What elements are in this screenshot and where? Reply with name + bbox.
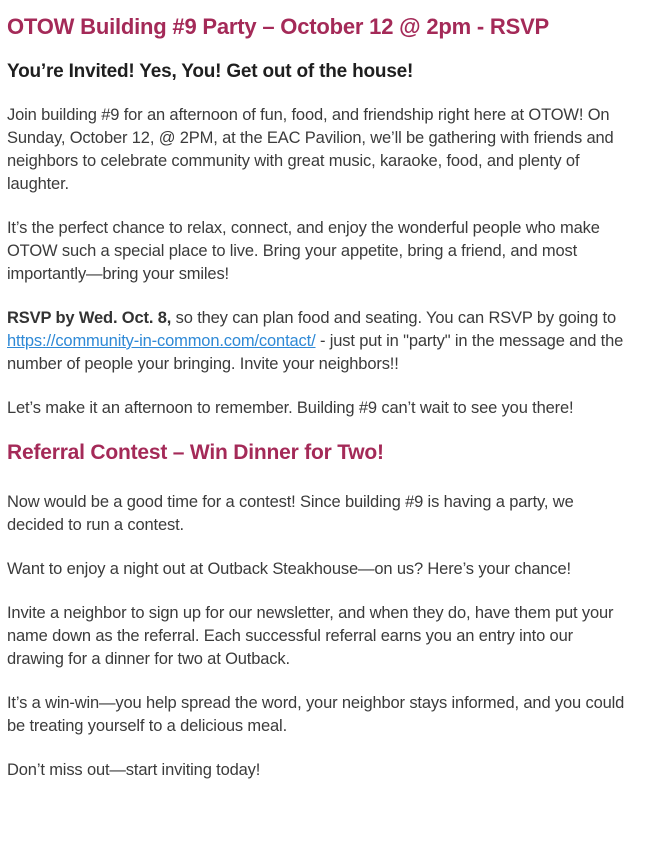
paragraph-perfect-chance: It’s the perfect chance to relax, connect, and enjoy the wonderful people who make OTOW such a special place to live. Bring your appetite, bring a friend, and most importantly—bring your smiles! <box>7 219 600 283</box>
paragraph-afternoon-to-remember: Let’s make it an afternoon to remember. Building #9 can’t wait to see you there! <box>7 399 574 417</box>
paragraph-outback-offer: Want to enjoy a night out at Outback Steakhouse—on us? Here’s your chance! <box>7 560 571 578</box>
paragraph-party-intro: Join building #9 for an afternoon of fun, food, and friendship right here at OTOW! On Sunday, October 12, @ 2PM, at the EAC Pavilion, we’ll be gathering with friends and neighbors to celebrate community with great music, karaoke, food, and plenty of laughter. <box>7 106 614 193</box>
invited-subheading: You’re Invited! Yes, You! Get out of the house! <box>7 61 414 82</box>
paragraph-rsvp <box>7 307 633 376</box>
rsvp-text-after-link: - just put in "party" in the message and the number of people your bringing. Invite your neighbors!! <box>7 332 624 373</box>
rsvp-deadline-bold: RSVP by Wed. Oct. 8, <box>7 309 172 327</box>
paragraph-invite-neighbor: Invite a neighbor to sign up for our newsletter, and when they do, have them put your name down as the referral. Each successful referral earns you an entry into our drawing for a dinner for two at Outback. <box>7 604 614 668</box>
party-section-heading: OTOW Building #9 Party – October 12 @ 2pm - RSVP <box>7 14 550 39</box>
paragraph-dont-miss-out: Don’t miss out—start inviting today! <box>7 761 261 779</box>
paragraph-contest-intro: Now would be a good time for a contest! Since building #9 is having a party, we decided to run a contest. <box>7 493 574 534</box>
paragraph-win-win: It’s a win-win—you help spread the word, your neighbor stays informed, and you could be treating yourself to a delicious meal. <box>7 694 625 735</box>
rsvp-contact-link[interactable]: https://community-in-common.com/contact/ <box>7 332 316 350</box>
referral-contest-heading: Referral Contest – Win Dinner for Two! <box>7 441 384 464</box>
rsvp-text-before-link: so they can plan food and seating. You can RSVP by going to <box>171 309 616 327</box>
